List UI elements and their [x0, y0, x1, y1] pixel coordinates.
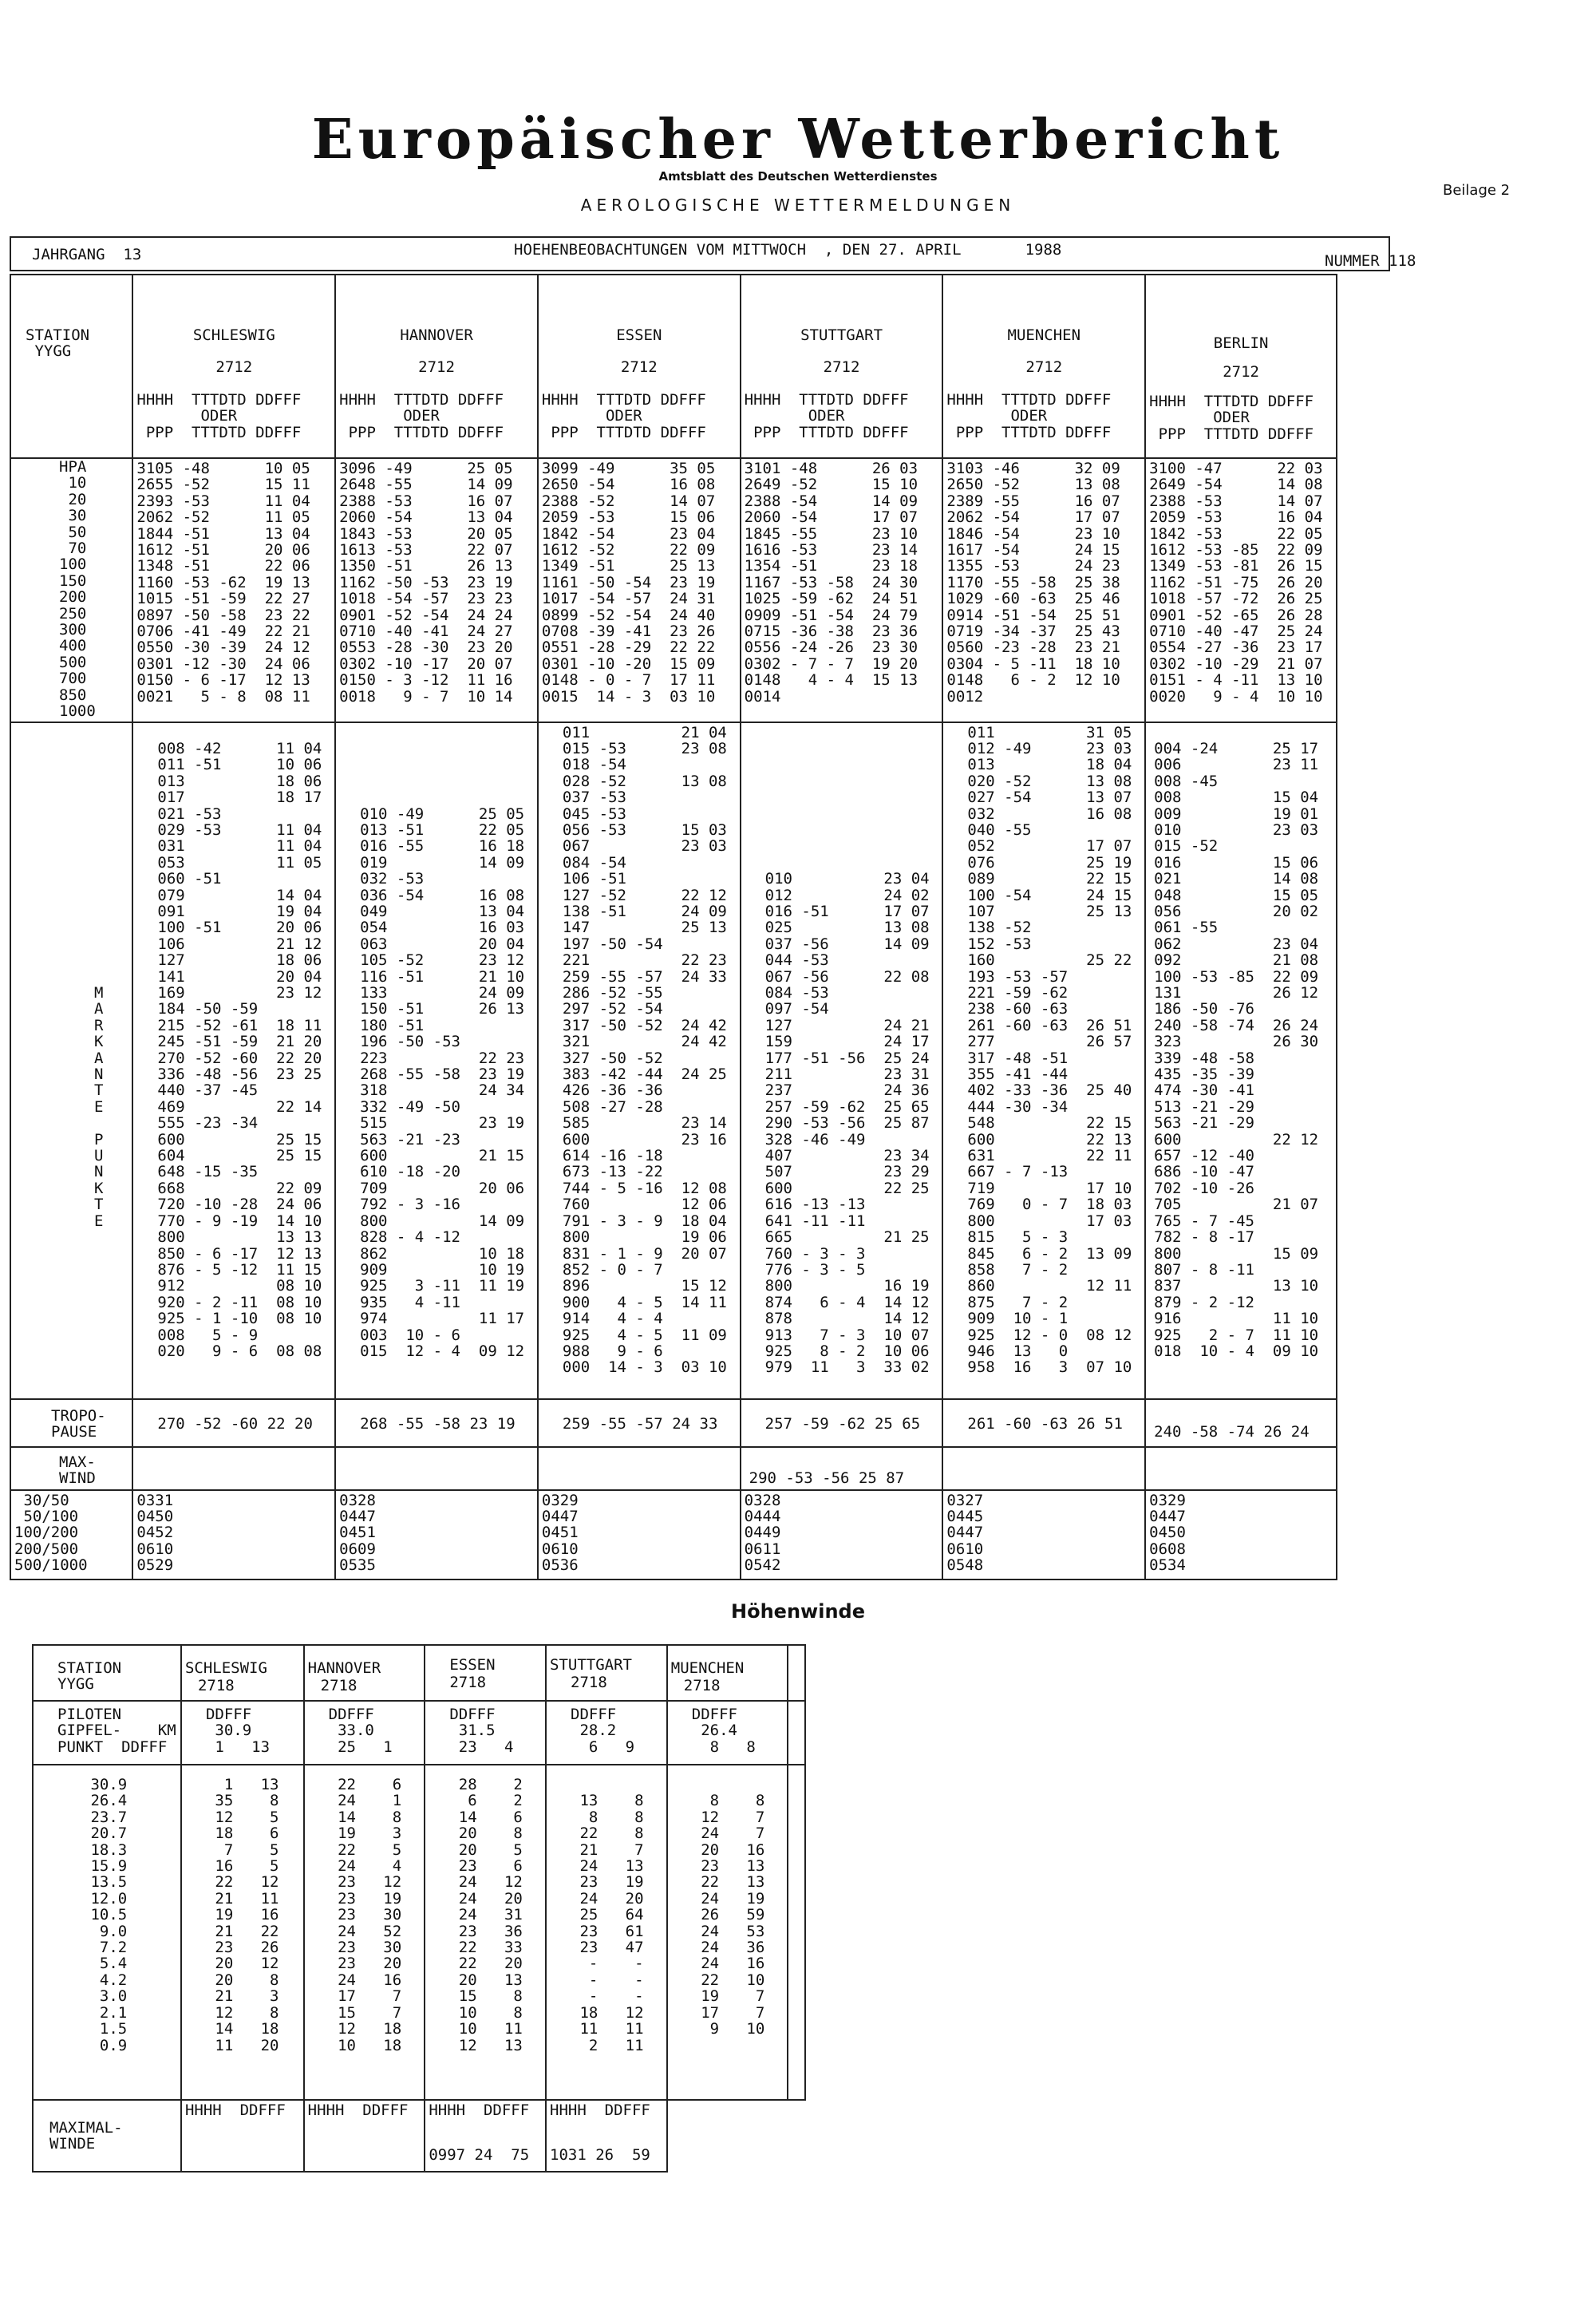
page-title: Europäischer Wetterbericht	[311, 108, 1285, 172]
thick-schleswig: 0331 0450 0452 0610 0529	[132, 1490, 335, 1579]
maxwind-row	[10, 1447, 1337, 1490]
tropopause-row	[10, 1399, 1337, 1447]
station-head-hannover: HANNOVER 2712 HHHH TTTDTD DDFFF ODER PPP TTTDTD DDFFF	[335, 275, 538, 458]
std-muenchen: 3103 -46 32 09 2650 -52 13 08 2389 -55 16 07 2062 -54 17 07 1846 -54 23 10 1617 -54 24 15 1355 -53 24 23 1170 -55 -58 25 38 1029 -60 -63 25 46 0914 -51 -54 25 51 0719 -34 -37 25 43 0560 -23 -28 23 21 0304 - 5 -11 18 10 0148 6 - 2 12 10 0012	[942, 458, 1145, 722]
piloten-essen: DDFFF 31.5 23 4	[425, 1701, 546, 1765]
std-schleswig: 3105 -48 10 05 2655 -52 15 11 2393 -53 11 04 2062 -52 11 05 1844 -51 13 04 1612 -51 20 06 1348 -51 22 06 1160 -53 -62 19 13 1015 -51 -59 22 27 0897 -50 -58 23 22 0706 -41 -49 22 21 0550 -30 -39 24 12 0301 -12 -30 24 06 0150 - 6 -17 12 13 0021 5 - 8 08 11	[132, 458, 335, 722]
station-header-row	[10, 275, 1337, 458]
winds-empty-cell	[788, 1645, 805, 1701]
sig-stuttgart: 010 23 04 012 24 02 016 -51 17 07 025 13 08 037 -56 14 09 044 -53 067 -56 22 08 084 -53 097 -54 127 24 21 159 24 17 177 -51 -56 25 24 211 23 31 237 24 36 257 -59 -62 25 65 290 -53 -56 25 87 328 -46 -49 407 23 34 507 23 29 600 22 25 616 -13 -13 641 -11 -11 665 21 25 760 - 3 - 3 776 - 3 - 5 800 16 19 874 6 - 4 14 12 878 14 12 913 7 - 3 10 07 925 8 - 2 10 06 979 11 3 33 02	[741, 722, 943, 1399]
maxwind-hannover	[335, 1447, 538, 1490]
thickness-row	[10, 1490, 1337, 1579]
hpa-label-cell: HPA 10 20 30 50 70 100 150 200 250 300 400 500 700 850 1000	[10, 458, 132, 722]
sig-muenchen: 011 31 05 012 -49 23 03 013 18 04 020 -52 13 08 027 -54 13 07 032 16 08 040 -55 052 17 07 076 25 19 089 22 15 100 -54 24 15 107 25 13 138 -52 152 -53 160 25 22 193 -53 -57 221 -59 -62 238 -60 -63 261 -60 -63 26 51 277 26 57 317 -48 -51 355 -41 -44 402 -33 -36 25 40 444 -30 -34 548 22 15 600 22 13 631 22 11 667 - 7 -13 719 17 10 769 0 - 7 18 03 800 17 03 815 5 - 3 845 6 - 2 13 09 858 7 - 2 860 12 11 875 7 - 2 909 10 - 1 925 12 - 0 08 12 946 13 0 958 16 3 07 10	[942, 722, 1145, 1399]
trop-berlin: 240 -58 -74 26 24	[1145, 1399, 1337, 1447]
std-essen: 3099 -49 35 05 2650 -54 16 08 2388 -52 14 07 2059 -53 15 06 1842 -54 23 04 1612 -52 22 09 1349 -51 25 13 1161 -50 -54 23 19 1017 -54 -57 24 31 0899 -52 -54 24 40 0708 -39 -41 23 26 0551 -28 -29 22 22 0301 -10 -20 15 09 0148 - 0 - 7 17 11 0015 14 - 3 03 10	[538, 458, 741, 722]
winds-empty-cell-3	[788, 1765, 805, 2100]
page-subtitle: Amtsblatt des Deutschen Wetterdienstes	[658, 169, 938, 184]
std-berlin: 3100 -47 22 03 2649 -54 14 08 2388 -53 14 07 2059 -53 16 04 1842 -53 22 05 1612 -53 -85 22 09 1349 -53 -81 26 15 1162 -51 -75 26 20 1018 -57 -72 26 25 0901 -52 -65 26 28 0710 -40 -47 25 24 0554 -27 -36 23 17 0302 -10 -29 21 07 0151 - 4 -11 13 10 0020 9 - 4 10 10	[1145, 458, 1337, 722]
winds-max-hannover: HHHH DDFFF	[304, 2100, 425, 2172]
piloten-hannover: DDFFF 33.0 25 1	[304, 1701, 425, 1765]
section-title: AEROLOGISCHE WETTERMELDUNGEN	[580, 196, 1016, 215]
jahrgang: JAHRGANG 13	[32, 246, 142, 263]
issue-number: NUMMER 118	[1325, 252, 1416, 270]
maxwind-muenchen	[942, 1447, 1145, 1490]
winds-max-muenchen	[667, 2100, 788, 2172]
thick-muenchen: 0327 0445 0447 0610 0548	[942, 1490, 1145, 1579]
station-head-essen: ESSEN 2712 HHHH TTTDTD DDFFF ODER PPP TTTDTD DDFFF	[538, 275, 741, 458]
sig-essen: 011 21 04 015 -53 23 08 018 -54 028 -52 13 08 037 -53 045 -53 056 -53 15 03 067 23 03 084 -54 106 -51 127 -52 22 12 138 -51 24 09 147 25 13 197 -50 -54 221 22 23 259 -55 -57 24 33 286 -52 -55 297 -52 -54 317 -50 -52 24 42 321 24 42 327 -50 -52 383 -42 -44 24 25 426 -36 -36 508 -27 -28 585 23 14 600 23 16 614 -16 -18 673 -13 -22 744 - 5 -16 12 08 760 12 06 791 - 3 - 9 18 04 800 19 06 831 - 1 - 9 20 07 852 - 0 - 7 896 15 12 900 4 - 5 14 11 914 4 - 4 925 4 - 5 11 09 988 9 - 6 000 14 - 3 03 10	[538, 722, 741, 1399]
maxwind-schleswig	[132, 1447, 335, 1490]
piloten-schleswig: DDFFF 30.9 1 13	[181, 1701, 304, 1765]
winds-empty-cell-4	[788, 2100, 805, 2172]
markante-punkte-label: M A R K A N T E P U N K T E	[10, 722, 132, 1399]
station-head-stuttgart: STUTTGART 2712 HHHH TTTDTD DDFFF ODER PPP TTTDTD DDFFF	[741, 275, 943, 458]
station-head-schleswig: SCHLESWIG 2712 HHHH TTTDTD DDFFF ODER PPP TTTDTD DDFFF	[132, 275, 335, 458]
winds-piloten-row	[33, 1701, 805, 1765]
winds-max-stuttgart: HHHH DDFFF 1031 26 59	[546, 2100, 667, 2172]
info-bar	[10, 236, 1416, 271]
winds-station-label: STATION YYGG	[33, 1645, 181, 1701]
thick-stuttgart: 0328 0444 0449 0611 0542	[741, 1490, 943, 1579]
winds-head-essen: ESSEN 2718	[425, 1645, 546, 1701]
winds-empty-cell-2	[788, 1701, 805, 1765]
observation-date: HOEHENBEOBACHTUNGEN VOM MITTWOCH , DEN 27. APRIL 1988	[514, 241, 1062, 259]
winds-muenchen: 8 8 12 7 24 7 20 16 23 13 22 13 24 19 26 59 24 53 24 36 24 16 22 10 19 7 17 7 9 10	[667, 1765, 788, 2100]
winds-max-row	[33, 2100, 805, 2172]
winds-max-essen: HHHH DDFFF 0997 24 75	[425, 2100, 546, 2172]
station-head-berlin: BERLIN 2712 HHHH TTTDTD DDFFF ODER PPP TTTDTD DDFFF	[1145, 275, 1337, 458]
significant-points-row	[10, 722, 1337, 1399]
winds-essen: 28 2 6 2 14 6 20 8 20 5 23 6 24 12 24 20 24 31 23 36 22 33 22 20 20 13 15 8 10 8 10 11 12 13	[425, 1765, 546, 2100]
winds-piloten-label: PILOTEN GIPFEL- KM PUNKT DDFFF	[33, 1701, 181, 1765]
sig-schleswig: 008 -42 11 04 011 -51 10 06 013 18 06 017 18 17 021 -53 029 -53 11 04 031 11 04 053 11 05 060 -51 079 14 04 091 19 04 100 -51 20 06 106 21 12 127 18 06 141 20 04 169 23 12 184 -50 -59 215 -52 -61 18 11 245 -51 -59 21 20 270 -52 -60 22 20 336 -48 -56 23 25 440 -37 -45 469 22 14 555 -23 -34 600 25 15 604 25 15 648 -15 -35 668 22 09 720 -10 -28 24 06 770 - 9 -19 14 10 800 13 13 850 - 6 -17 12 13 876 - 5 -12 11 15 912 08 10 920 - 2 -11 08 10 925 - 1 -10 08 10 008 5 - 9 020 9 - 6 08 08	[132, 722, 335, 1399]
beilage-label: Beilage 2	[1443, 182, 1511, 199]
trop-essen: 259 -55 -57 24 33	[538, 1399, 741, 1447]
sig-berlin: 004 -24 25 17 006 23 11 008 -45 008 15 04 009 19 01 010 23 03 015 -52 016 15 06 021 14 08 048 15 05 056 20 02 061 -55 062 23 04 092 21 08 100 -53 -85 22 09 131 26 12 186 -50 -76 240 -58 -74 26 24 323 26 30 339 -48 -58 435 -35 -39 474 -30 -41 513 -21 -29 563 -21 -29 600 22 12 657 -12 -40 686 -10 -47 702 -10 -26 705 21 07 765 - 7 -45 782 - 8 -17 800 15 09 807 - 8 -11 837 13 10 879 - 2 -12 916 11 10 925 2 - 7 11 10 018 10 - 4 09 10	[1145, 722, 1337, 1399]
thick-berlin: 0329 0447 0450 0608 0534	[1145, 1490, 1337, 1579]
winds-head-hannover: HANNOVER 2718	[304, 1645, 425, 1701]
winds-stuttgart: 13 8 8 8 22 8 21 7 24 13 23 19 24 20 25 64 23 61 23 47 - - - - - - 18 12 11 11 2 11	[546, 1765, 667, 2100]
winds-km-column: 30.9 26.4 23.7 20.7 18.3 15.9 13.5 12.0 10.5 9.0 7.2 5.4 4.2 3.0 2.1 1.5 0.9	[33, 1765, 181, 2100]
maxwind-label: MAX- WIND	[10, 1447, 132, 1490]
winds-max-schleswig: HHHH DDFFF	[181, 2100, 304, 2172]
station-label-cell: STATION YYGG	[10, 275, 132, 458]
winds-table	[32, 1644, 806, 2173]
winds-head-muenchen: MUENCHEN 2718	[667, 1645, 788, 1701]
std-hannover: 3096 -49 25 05 2648 -55 14 09 2388 -53 16 07 2060 -54 13 04 1843 -53 20 05 1613 -53 22 07 1350 -51 26 13 1162 -50 -53 23 19 1018 -54 -57 23 23 0901 -52 -54 24 24 0710 -40 -41 24 27 0553 -28 -30 23 20 0302 -10 -17 20 07 0150 - 3 -12 11 16 0018 9 - 7 10 14	[335, 458, 538, 722]
winds-schleswig: 1 13 35 8 12 5 18 6 7 5 16 5 22 12 21 11 19 16 21 22 23 26 20 12 20 8 21 3 12 8 14 18 11 20	[181, 1765, 304, 2100]
maxwind-essen	[538, 1447, 741, 1490]
sig-hannover: 010 -49 25 05 013 -51 22 05 016 -55 16 18 019 14 09 032 -53 036 -54 16 08 049 13 04 054 16 03 063 20 04 105 -52 23 12 116 -51 21 10 133 24 09 150 -51 26 13 180 -51 196 -50 -53 223 22 23 268 -55 -58 23 19 318 24 34 332 -49 -50 515 23 19 563 -21 -23 600 21 15 610 -18 -20 709 20 06 792 - 3 -16 800 14 09 828 - 4 -12 862 10 18 909 10 19 925 3 -11 11 19 935 4 -11 974 11 17 003 10 - 6 015 12 - 4 09 12	[335, 722, 538, 1399]
piloten-muenchen: DDFFF 26.4 8 8	[667, 1701, 788, 1765]
winds-head-stuttgart: STUTTGART 2718	[546, 1645, 667, 1701]
winds-head-schleswig: SCHLESWIG 2718	[181, 1645, 304, 1701]
winds-max-label: MAXIMAL- WINDE	[33, 2100, 181, 2172]
trop-schleswig: 270 -52 -60 22 20	[132, 1399, 335, 1447]
tropopause-label: TROPO- PAUSE	[10, 1399, 132, 1447]
trop-hannover: 268 -55 -58 23 19	[335, 1399, 538, 1447]
maxwind-stuttgart: 290 -53 -56 25 87	[741, 1447, 943, 1490]
thick-hannover: 0328 0447 0451 0609 0535	[335, 1490, 538, 1579]
winds-station-row	[33, 1645, 805, 1701]
trop-stuttgart: 257 -59 -62 25 65	[741, 1399, 943, 1447]
standard-levels-row	[10, 458, 1337, 722]
station-head-muenchen: MUENCHEN 2712 HHHH TTTDTD DDFFF ODER PPP TTTDTD DDFFF	[942, 275, 1145, 458]
winds-hannover: 22 6 24 1 14 8 19 3 22 5 24 4 23 12 23 19 23 30 24 52 23 30 23 20 24 16 17 7 15 7 12 18 10 18	[304, 1765, 425, 2100]
winds-heading: Höhenwinde	[731, 1600, 865, 1623]
trop-muenchen: 261 -60 -63 26 51	[942, 1399, 1145, 1447]
std-stuttgart: 3101 -48 26 03 2649 -52 15 10 2388 -54 14 09 2060 -54 17 07 1845 -55 23 10 1616 -53 23 14 1354 -51 23 18 1167 -53 -58 24 30 1025 -59 -62 24 51 0909 -51 -54 24 79 0715 -36 -38 23 36 0556 -24 -26 23 30 0302 - 7 - 7 19 20 0148 4 - 4 15 13 0014	[741, 458, 943, 722]
thick-essen: 0329 0447 0451 0610 0536	[538, 1490, 741, 1579]
piloten-stuttgart: DDFFF 28.2 6 9	[546, 1701, 667, 1765]
upper-air-table	[10, 274, 1337, 1580]
winds-levels-row	[33, 1765, 805, 2100]
maxwind-berlin	[1145, 1447, 1337, 1490]
thickness-label: 30/50 50/100 100/200 200/500 500/1000	[10, 1490, 132, 1579]
